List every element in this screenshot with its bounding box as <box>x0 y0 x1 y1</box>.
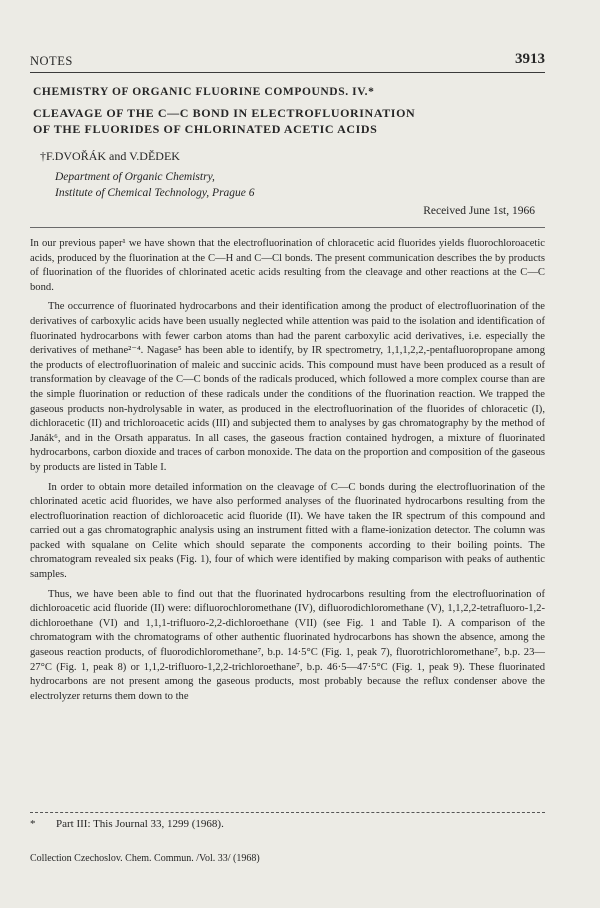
body-paragraph: The occurrence of fluorinated hydrocarbons and their identification among the product of electrofluorination of the derivatives of carboxylic acids have been usually neglected while attention was paid to the isolation and identification of fluorinated hydrocarbons with fewer carbon atoms than had the parent carboxylic acid derivatives, i.e. especially the derivatives of methane²⁻⁴. Nagase⁵ has been able to identify, by IR spectrometry, 1,1,1,2,2,-pentafluoropropane among the products of electrofluorination of maleic and succinic acids. This compound must have been produced as a result of transformation by cleavage of the C—C bonds of the radicals produced, which followed a more complex course than are the simple fluorination or reduction of these radicals under the conditions of the fluorination reaction. We trapped the gaseous products non-hydrolysable in water, as produced in the electrofluorination of the fluorides of chloracetic (I), dichloracetic (II) and trichloroacetic acids (III) and subjected them to analyses by gas chromatography by the method of Janák⁶, and in the Orsath apparatus. In all cases, the gaseous fraction contained hydrogen, a mixture of fluorinated hydrocarbons, carbon dioxide and traces of carbon monoxide. The data on the proportion and composition of the gaseous by products are listed in Table I. <box>30 301 545 473</box>
footnote <box>30 818 545 830</box>
footnote-mark: * <box>30 818 36 830</box>
footnote-text: Part III: This Journal 33, 1299 (1968). <box>56 818 224 830</box>
header-divider <box>30 227 545 228</box>
title-block <box>33 86 545 137</box>
article-title-line: CLEAVAGE OF THE C—C BOND IN ELECTROFLUORINATION <box>33 106 416 120</box>
footnote-divider <box>30 812 545 813</box>
affiliation-line: Institute of Chemical Technology, Prague 6 <box>55 187 255 199</box>
journal-footer: Collection Czechoslov. Chem. Commun. /Vol. 33/ (1968) <box>30 853 260 864</box>
article-title <box>33 105 545 137</box>
section-label: NOTES <box>30 54 73 68</box>
article-body <box>30 237 545 704</box>
series-title: CHEMISTRY OF ORGANIC FLUORINE COMPOUNDS. IV.* <box>33 86 375 98</box>
body-paragraph: In our previous paper¹ we have shown that the electrofluorination of chloracetic acid fluorides yields fluorochloroacetic acids, produced by the fluorination at the C—H and C—Cl bonds. The present communication describes the by products of fluorination of the fluorides of chlorinated acetic acids resulting from the cleavage and other reactions at the C—C bond. <box>30 238 545 293</box>
body-paragraph: Thus, we have been able to find out that the fluorinated hydrocarbons resulting from the electrofluorination of dichloroacetic acid fluoride (II) were: difluorochloromethane (IV), difluorodichloromethane (V), 1,1,2,2-tetrafluoro-1,2-dichloroethane (VI) and 1,1,1-trifluoro-2,2-dichloroethane (VII) (see Fig. 1 and Table I). A comparison of the chromatogram with the chromatograms of other authentic fluorinated hydrocarbons has shown the absence, among the gaseous reaction products, of fluorodichloromethane⁷, b.p. 14·5°C (Fig. 1, peak 7), fluorotrichloromethane⁷, b.p. 23—27°C (Fig. 1, peak 8) or 1,1,2-trifluoro-1,2,2-trichloroethane⁷, b.p. 46·5—47·5°C (Fig. 1, peak 9). These fluorinated hydrocarbons are not present among the gaseous products, most probably because the reflux condenser above the electrolyzer returns them down to the <box>30 588 545 702</box>
body-paragraph: In order to obtain more detailed information on the cleavage of C—C bonds during the electrofluorination of the chlorinated acetic acid fluorides, we have also performed analyses of the fluorinated hydrocarbons resulting from the electrofluorination reaction of dichloroacetic acid fluoride (II). We have taken the IR spectrum of this compound and carried out a gas chromatographic analysis using an instrument fitted with a flame-ionization detector. The column was packed with squalane on Celite which should separate the components according to their boiling points. The chromatogram revealed six peaks (Fig. 1), four of which were identified by making comparison with peaks of authentic samples. <box>30 481 545 581</box>
running-head <box>30 50 545 73</box>
authors: †F.DVOŘÁK and V.DĚDEK <box>40 149 180 163</box>
article-title-line: OF THE FLUORIDES OF CHLORINATED ACETIC ACIDS <box>33 122 378 136</box>
page-number: 3913 <box>515 51 545 67</box>
affiliation-line: Department of Organic Chemistry, <box>55 171 215 183</box>
affiliation <box>55 169 255 201</box>
received-date: Received June 1st, 1966 <box>423 205 535 217</box>
